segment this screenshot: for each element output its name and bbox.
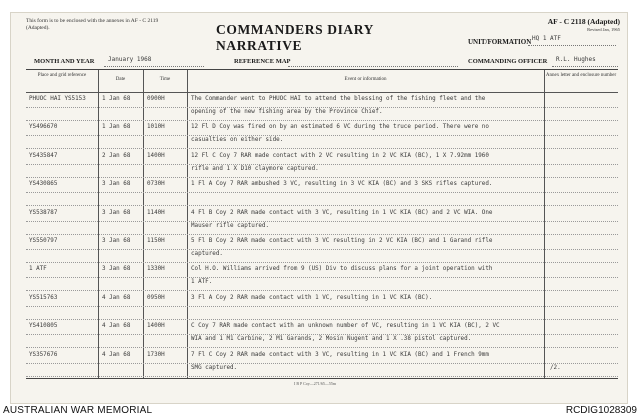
date-cell: 3 Jan 68 [102, 181, 131, 188]
meta-row [26, 56, 618, 68]
col-header-place: Place and grid reference [37, 73, 87, 78]
row-rule [26, 205, 618, 206]
header-separator [26, 92, 618, 93]
unit-label: UNIT/FORMATION [468, 38, 532, 46]
printer-imprint: I B P Coy—271/65—55m [294, 381, 336, 386]
row-rule [26, 376, 618, 377]
form-revision: Revised Jan, 1965 [587, 27, 620, 32]
row-rule [26, 221, 618, 222]
row-rule [26, 319, 618, 320]
row-rule [26, 363, 618, 364]
event-text: captured. [191, 251, 223, 257]
time-cell: 1400H [147, 323, 165, 330]
row-rule [26, 347, 618, 348]
time-cell: 0900H [147, 96, 165, 102]
row-rule [26, 277, 618, 278]
event-text: 1 Fl A Coy 7 RAR ambushed 3 VC, resulting in 3 VC KIA (BC) and 3 SKS rifles captured. [191, 181, 493, 188]
row-rule [26, 262, 618, 263]
time-cell: 0950H [147, 294, 165, 301]
archive-credit: AUSTRALIAN WAR MEMORIAL [3, 405, 153, 416]
event-text: WIA and 1 M1 Carbine, 2 M1 Garands, 2 Mosin Nugent and 1 X .38 pistol captured. [191, 336, 472, 343]
table-row [26, 122, 618, 148]
place-cell: YS538787 [29, 209, 58, 216]
event-text: 5 Fl B Coy 2 RAR made contact with 3 VC resulting in 2 VC KIA (BC) and 1 Garand rifle [191, 238, 493, 244]
event-text: 12 Fl D Coy was fired on by an estimated 6 VC during the truce period. There were no [191, 124, 489, 131]
table-row [26, 321, 618, 347]
date-cell: 4 Jan 68 [102, 294, 131, 301]
table-row [26, 236, 618, 262]
place-cell: YS357676 [29, 351, 58, 358]
month-underline [104, 66, 204, 67]
event-text: Col H.O. Williams arrived from 9 (US) Div to discuss plans for a joint operation with [191, 266, 493, 273]
event-text: 12 Fl C Coy 7 RAR made contact with 2 VC resulting in 2 VC KIA (BC), 1 X 7.92mm 1960 [191, 152, 489, 159]
time-cell: 1150H [147, 238, 165, 244]
time-cell: 1330H [147, 266, 165, 273]
date-cell: 3 Jan 68 [102, 266, 131, 273]
annex-cell: /2. [550, 364, 561, 371]
co-value: R.L. Hughes [556, 56, 596, 63]
table-row [26, 293, 618, 319]
event-text: opening of the new fishing area by the Province Chief. [191, 109, 383, 115]
time-cell: 0730H [147, 181, 165, 188]
place-cell: YS410805 [29, 323, 58, 330]
event-text: Mauser rifle captured. [191, 222, 270, 229]
table-row [26, 179, 618, 205]
row-rule [26, 177, 618, 178]
date-cell: 2 Jan 68 [102, 152, 131, 159]
month-value: January 1968 [108, 56, 152, 63]
refmap-underline [288, 66, 458, 67]
diary-table [26, 69, 618, 379]
table-row [26, 350, 618, 376]
place-cell: YS550797 [29, 238, 58, 244]
form-note: This form is to be enclosed with the annexes in AF - C 2119 (Adapted). [26, 18, 159, 31]
row-rule [26, 306, 618, 307]
co-underline [552, 66, 618, 67]
form-number: AF - C 2118 (Adapted) [547, 17, 620, 26]
event-text: SMG captured. [191, 364, 238, 371]
time-cell: 1400H [147, 152, 165, 159]
row-rule [26, 234, 618, 235]
event-text: casualties on either side. [191, 137, 284, 144]
date-cell: 3 Jan 68 [102, 209, 131, 216]
date-cell: 3 Jan 68 [102, 238, 131, 244]
co-label: COMMANDING OFFICER [468, 58, 548, 65]
row-rule [26, 148, 618, 149]
col-header-date: Date [115, 77, 126, 82]
date-cell: 4 Jan 68 [102, 351, 131, 358]
place-cell: PHUOC HAI YS5153 [29, 96, 86, 102]
event-text: rifle and 1 X D10 claymore captured. [191, 165, 319, 172]
row-rule [26, 249, 618, 250]
time-cell: 1140H [147, 209, 165, 216]
place-cell: 1 ATF [29, 266, 47, 273]
row-rule [26, 135, 618, 136]
month-label: MONTH AND YEAR [34, 58, 95, 65]
row-rule [26, 334, 618, 335]
table-row [26, 94, 618, 120]
event-text: C Coy 7 RAR made contact with an unknown number of VC, resulting in 1 VC KIA (BC), 2 VC [191, 323, 500, 330]
table-row [26, 264, 618, 290]
unit-underline [528, 45, 616, 46]
row-rule [26, 120, 618, 121]
page-title: COMMANDERS DIARY NARRATIVE [216, 22, 374, 53]
unit-value: HQ 1 ATF [532, 35, 561, 42]
event-text: 7 Fl C Coy 2 RAR made contact with 3 VC, resulting in 1 VC KIA (BC) and 1 French 9mm [191, 351, 489, 358]
table-row [26, 208, 618, 234]
place-cell: YS435847 [29, 152, 58, 159]
col-header-time: Time [159, 77, 171, 82]
row-rule [26, 192, 618, 193]
date-cell: 4 Jan 68 [102, 323, 131, 330]
col-header-annex: Annex letter and enclosure number [545, 73, 617, 78]
col-header-event: Event or information [344, 77, 387, 82]
event-text: 3 Fl A Coy 2 RAR made contact with 1 VC, resulting in 1 VC KIA (BC). [191, 294, 433, 301]
row-rule [26, 107, 618, 108]
row-rule [26, 164, 618, 165]
archive-reference: RCDIG1028309 [565, 405, 637, 416]
time-cell: 1010H [147, 124, 165, 131]
row-rule [26, 290, 618, 291]
place-cell: YS496670 [29, 124, 58, 131]
event-text: The Commander went to PHUOC HAI to attend the blessing of the fishing fleet and the [191, 96, 486, 102]
date-cell: 1 Jan 68 [102, 96, 131, 102]
date-cell: 1 Jan 68 [102, 124, 131, 131]
place-cell: YS430865 [29, 181, 58, 188]
event-text: 4 Fl B Coy 2 RAR made contact with 3 VC, resulting in 1 VC KIA (BC) and 2 VC WIA. One [191, 209, 493, 216]
refmap-label: REFERENCE MAP [234, 58, 291, 65]
time-cell: 1730H [147, 351, 165, 358]
table-row [26, 151, 618, 177]
place-cell: YS515763 [29, 294, 58, 301]
event-text: 1 ATF. [191, 279, 213, 286]
